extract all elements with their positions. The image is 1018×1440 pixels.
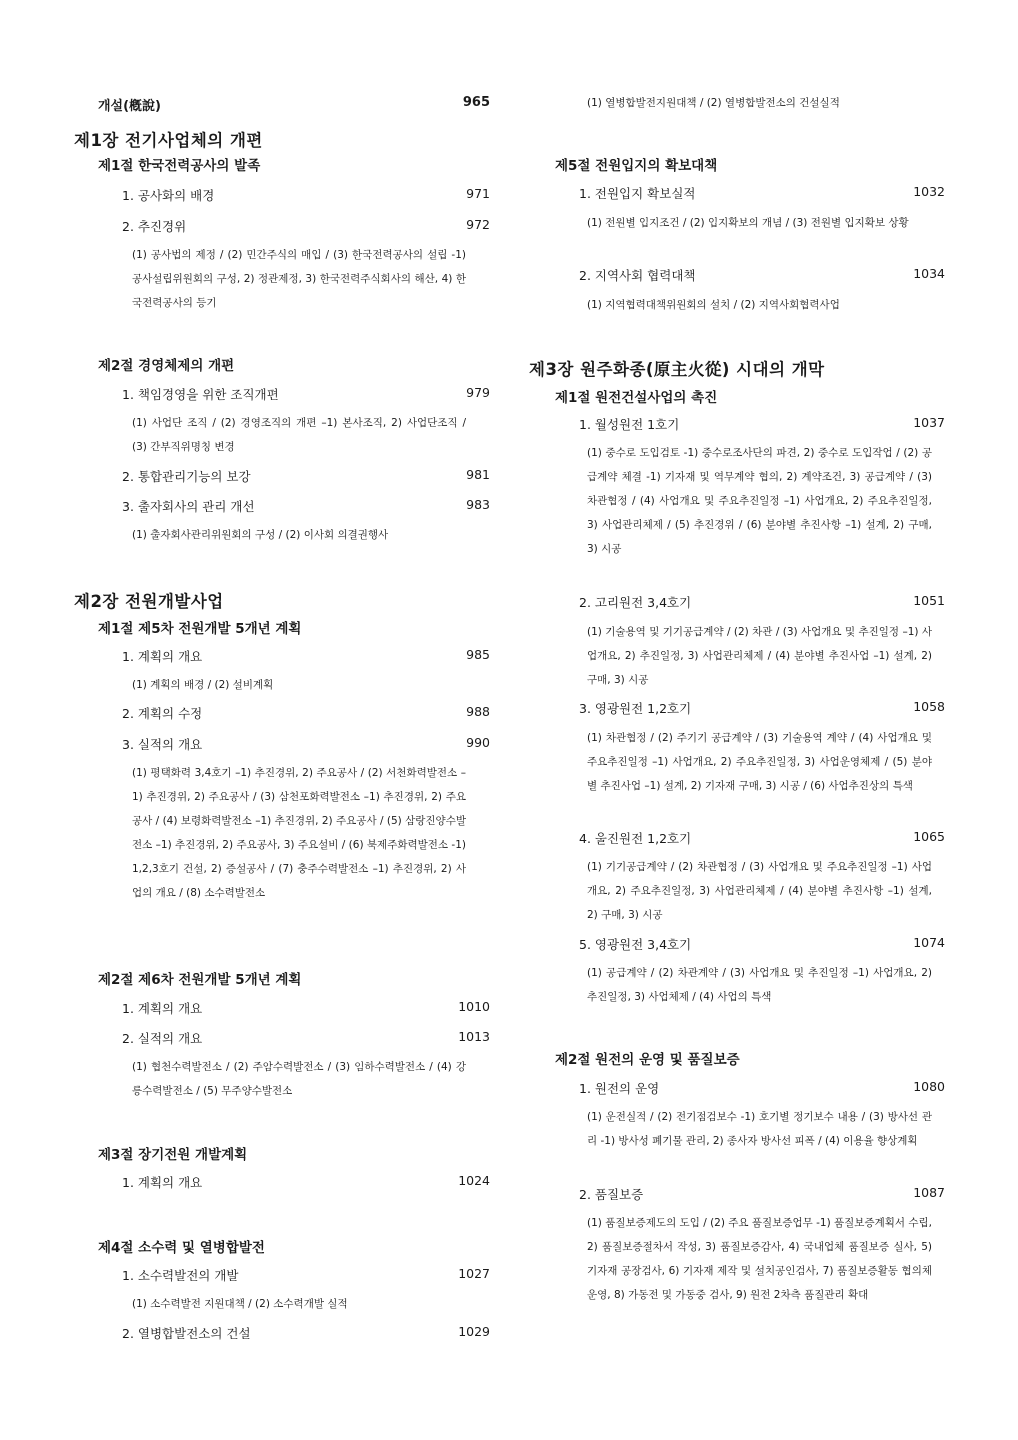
page-number: 965 — [462, 95, 490, 110]
page-number: 990 — [466, 735, 490, 750]
page-number: 1051 — [913, 593, 945, 608]
section-title: 제1절 한국전력공사의 발족 — [98, 158, 261, 174]
toc-item-title: 1. 계획의 개요 — [122, 1175, 203, 1190]
toc-subentries: (1) 공급계약 / (2) 차관계약 / (3) 사업개요 및 추진일정 –1) 사업개요, 2) 추진일정, 3) 사업체제 / (4) 사업의 특색 — [587, 967, 932, 1003]
toc-subentries: (1) 소수력발전 지원대책 / (2) 소수력개발 실적 — [132, 1298, 348, 1310]
page-number: 1027 — [458, 1266, 490, 1281]
toc-subentries: (1) 평택화력 3,4호기 –1) 추진경위, 2) 주요공사 / (2) 서천화력발전소 –1) 추진경위, 2) 주요공사 / (3) 삼천포화력발전소 –1) 추진경위, 2) 주요공사 / (4) 보령화력발전소 –1) 추진경위, 2) 주요공사 / (5) 삼랑진양수발전소 –1) 추진경위, 2) 주요공사, 3) 주요설비 / (6) 북제주화력발전소 -1) 1,2,3호기 건설, 2) 증설공사 / (7) 충주수력발전소 –1) 추진경위, 2) 사업의 개요 / (8) 소수력발전소 — [132, 767, 466, 899]
page-number: 1058 — [913, 699, 945, 714]
toc-subentries: (1) 지역협력대책위원회의 설치 / (2) 지역사회협력사업 — [587, 299, 840, 311]
page-number: 1010 — [458, 999, 490, 1014]
page-number: 988 — [466, 704, 490, 719]
toc-subentries: (1) 사업단 조직 / (2) 경영조직의 개편 –1) 본사조직, 2) 사업단조직 / (3) 간부직위명칭 변경 — [132, 417, 466, 453]
page-number: 1024 — [458, 1173, 490, 1188]
page-number: 972 — [466, 217, 490, 232]
page-number: 981 — [466, 467, 490, 482]
toc-item-title: 2. 고리원전 3,4호기 — [579, 595, 692, 610]
section-title: 제1절 제5차 전원개발 5개년 계획 — [98, 621, 302, 637]
toc-subentries: (1) 운전실적 / (2) 전기점검보수 -1) 호기별 정기보수 내용 / (3) 방사선 관리 -1) 방사성 폐기물 관리, 2) 종사자 방사선 피폭 / (4) 이용율 향상계획 — [587, 1111, 932, 1147]
toc-item-title: 2. 계획의 수정 — [122, 706, 203, 721]
page-number: 983 — [466, 497, 490, 512]
toc-item-title: 1. 책임경영을 위한 조직개편 — [122, 387, 279, 402]
toc-item-title: 5. 영광원전 3,4호기 — [579, 937, 692, 952]
chapter-title: 제1장 전기사업체의 개편 — [74, 131, 263, 150]
section-title: 제4절 소수력 및 열병합발전 — [98, 1240, 265, 1256]
toc-item-title: 3. 영광원전 1,2호기 — [579, 701, 692, 716]
page-number: 1037 — [913, 415, 945, 430]
page-number: 1032 — [913, 184, 945, 199]
chapter-title: 제2장 전원개발사업 — [74, 592, 224, 611]
page-number: 1074 — [913, 935, 945, 950]
toc-item-title: 2. 품질보증 — [579, 1187, 644, 1202]
toc-subentries: (1) 전원별 입지조건 / (2) 입지확보의 개념 / (3) 전원별 입지확보 상황 — [587, 217, 909, 229]
page-number: 1080 — [913, 1079, 945, 1094]
toc-item-title: 1. 전원입지 확보실적 — [579, 186, 696, 201]
toc-item-title: 3. 실적의 개요 — [122, 737, 203, 752]
page-number: 971 — [466, 186, 490, 201]
toc-item-title: 1. 공사화의 배경 — [122, 188, 215, 203]
toc-subentries: (1) 중수로 도입검토 -1) 중수로조사단의 파견, 2) 중수로 도입작업 / (2) 공급계약 체결 -1) 기자재 및 역무계약 협의, 2) 계약조건, 3) 공급계약 / (3) 차관협정 / (4) 사업개요 및 주요추진일정 –1) 사업개요, 2) 주요추진일정, 3) 사업관리체제 / (5) 추진경위 / (6) 분야별 추진사항 –1) 설계, 2) 구매, 3) 시공 — [587, 447, 932, 555]
toc-subentries: (1) 기술용역 및 기기공급계약 / (2) 차관 / (3) 사업개요 및 추진일정 –1) 사업개요, 2) 추진일정, 3) 사업관리체제 / (4) 분야별 추진사업 –1) 설계, 2) 구매, 3) 시공 — [587, 626, 932, 686]
page-number: 1029 — [458, 1324, 490, 1339]
toc-item-title: 2. 지역사회 협력대책 — [579, 268, 696, 283]
toc-subentries: (1) 공사법의 제정 / (2) 민간주식의 매입 / (3) 한국전력공사의 설립 -1) 공사설립위원회의 구성, 2) 정관제정, 3) 한국전력주식회사의 해산, 4) 한국전력공사의 등기 — [132, 249, 466, 309]
toc-subentries: (1) 열병합발전지원대책 / (2) 열병합발전소의 건설실적 — [587, 97, 840, 109]
toc-subentries: (1) 협천수력발전소 / (2) 주암수력발전소 / (3) 임하수력발전소 / (4) 강릉수력발전소 / (5) 무주양수발전소 — [132, 1061, 466, 1097]
section-title: 제2절 제6차 전원개발 5개년 계획 — [98, 972, 302, 988]
toc-item-title: 2. 추진경위 — [122, 219, 187, 234]
page-number: 979 — [466, 385, 490, 400]
toc-item-title: 2. 실적의 개요 — [122, 1031, 203, 1046]
toc-item-title: 4. 울진원전 1,2호기 — [579, 831, 692, 846]
toc-subentries: (1) 출자회사관리위원회의 구성 / (2) 이사회 의결권행사 — [132, 529, 389, 541]
section-title: 제5절 전원입지의 확보대책 — [555, 158, 718, 174]
toc-item-title: 1. 소수력발전의 개발 — [122, 1268, 239, 1283]
section-title: 제3절 장기전원 개발계획 — [98, 1147, 248, 1163]
section-title: 제2절 원전의 운영 및 품질보증 — [555, 1052, 740, 1068]
toc-item-title: 3. 출자회사의 관리 개선 — [122, 499, 255, 514]
page-number: 985 — [466, 647, 490, 662]
page-number: 1065 — [913, 829, 945, 844]
page-number: 1034 — [913, 266, 945, 281]
toc-item-title: 1. 계획의 개요 — [122, 649, 203, 664]
toc-subentries: (1) 차관협정 / (2) 주기기 공급계약 / (3) 기술용역 계약 / (4) 사업개요 및 주요추진일정 –1) 사업개요, 2) 주요추진일정, 3) 사업운영체제 / (5) 분야별 추진사업 –1) 설계, 2) 기자재 구매, 3) 시공 / (6) 사업추진상의 특색 — [587, 732, 932, 792]
toc-subentries: (1) 계획의 배경 / (2) 설비계획 — [132, 679, 274, 691]
page-number: 1013 — [458, 1029, 490, 1044]
page-number: 1087 — [913, 1185, 945, 1200]
toc-item-title: 1. 월성원전 1호기 — [579, 417, 680, 432]
toc-item-title: 1. 원전의 운영 — [579, 1081, 660, 1096]
toc-item-title: 2. 통합관리기능의 보강 — [122, 469, 251, 484]
section-title: 제1절 원전건설사업의 촉진 — [555, 390, 718, 406]
toc-subentries: (1) 품질보증제도의 도입 / (2) 주요 품질보증업무 -1) 품질보증계획서 수립, 2) 품질보증절차서 작성, 3) 품질보증감사, 4) 국내업체 품질보증 실사, 5) 기자재 공장검사, 6) 기자재 제작 및 설치공인검사, 7) 품질보증활동 협의체 운영, 8) 가동전 및 가동중 검사, 9) 원전 2차측 품질관리 확대 — [587, 1217, 932, 1301]
section-title: 제2절 경영체제의 개편 — [98, 358, 235, 374]
toc-item-title: 2. 열병합발전소의 건설 — [122, 1326, 251, 1341]
toc-subentries: (1) 기기공급계약 / (2) 차관협정 / (3) 사업개요 및 주요추진일정 –1) 사업개요, 2) 주요추진일정, 3) 사업관리체제 / (4) 분야별 추진사항 –1) 설계, 2) 구매, 3) 시공 — [587, 861, 932, 921]
toc-intro-title: 개설(槪說) — [98, 99, 161, 114]
toc-item-title: 1. 계획의 개요 — [122, 1001, 203, 1016]
chapter-title: 제3장 원주화종(原主火從) 시대의 개막 — [529, 360, 825, 379]
